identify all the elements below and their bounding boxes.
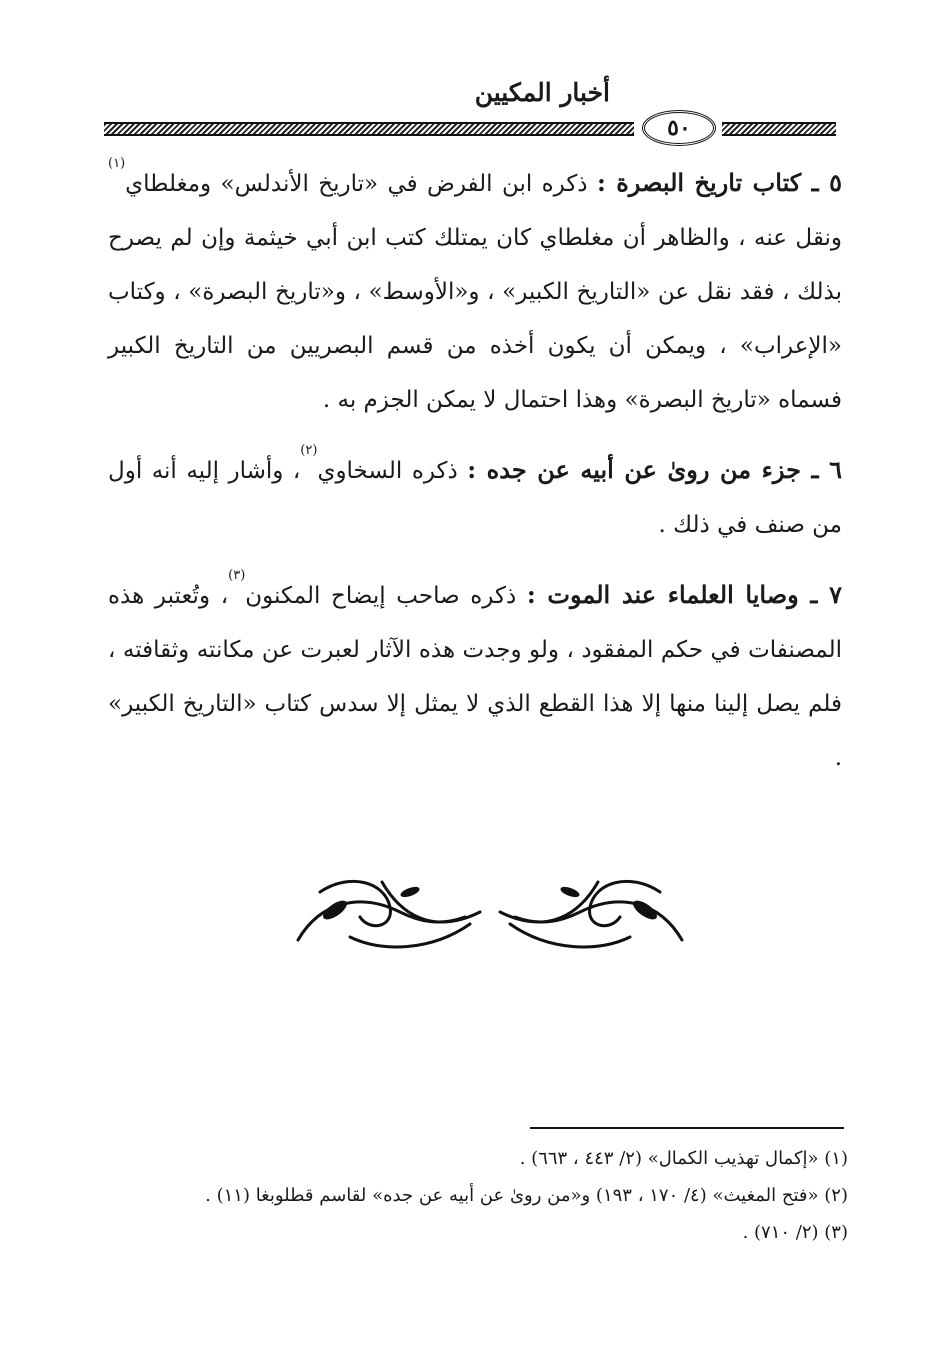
paragraph-text: ذكره صاحب إيضاح المكنون xyxy=(245,583,527,609)
floral-flourish-icon xyxy=(290,862,690,957)
footnote-divider xyxy=(530,1127,844,1129)
header-rule-right xyxy=(722,122,836,136)
footnote-ref: (٣) xyxy=(228,568,246,583)
main-text xyxy=(108,156,842,801)
paragraph-text: ذكره السخاوي xyxy=(317,458,468,484)
paragraph-text: ونقل عنه ، والظاهر أن مغلطاي كان يمتلك كتب ابن أبي خيثمة وإن لم يصرح بذلك ، فقد نقل عن «التاريخ الكبير» ، و«الأوسط» ، و«تاريخ البصرة» ، وكتاب «الإعراب» ، ويمكن أن يكون أخذه من قسم البصريين من التاريخ الكبير فسماه «تاريخ البصرة» وهذا احتمال لا يمكن الجزم به . xyxy=(108,225,842,413)
paragraph-text: ، وتُعتبر هذه المصنفات في حكم المفقود ، ولو وجدت هذه الآثار لعبرت عن مكانته وثقافته ، فلم يصل إلينا منها إلا هذا القطع الذي لا يمثل إلا سدس كتاب «التاريخ الكبير» . xyxy=(108,583,842,771)
paragraph-item-7 xyxy=(108,568,842,785)
page-header xyxy=(0,0,940,160)
footnotes xyxy=(108,1140,848,1251)
footnote-ref: (١) xyxy=(108,156,126,171)
paragraph-item-6 xyxy=(108,443,842,552)
paragraph-title: ٧ ـ وصايا العلماء عند الموت : xyxy=(526,580,842,609)
header-rule-left xyxy=(104,122,634,136)
page-number: ٥٠ xyxy=(642,110,716,146)
footnote-item: (٢) «فتح المغيث» (٤/ ١٧٠ ، ١٩٣) و«من روىٰ عن أبيه عن جده» لقاسم قطلوبغا (١١) . xyxy=(205,1185,848,1206)
paragraph-title: ٥ ـ كتاب تاريخ البصرة : xyxy=(596,168,842,197)
paragraph-text: ، وأشار إليه أنه أول من صنف في ذلك . xyxy=(108,458,842,538)
running-title: أخبار المكيين xyxy=(474,78,610,107)
paragraph-item-5 xyxy=(108,156,842,427)
paragraph-text: ذكره ابن الفرض في «تاريخ الأندلس» ومغلطاي xyxy=(125,171,597,197)
paragraph-title: ٦ ـ جزء من روىٰ عن أبيه عن جده : xyxy=(467,455,842,484)
footnote-item: (٣) (٢/ ٧١٠) . xyxy=(742,1222,848,1243)
footnote-item: (١) «إكمال تهذيب الكمال» (٢/ ٤٤٣ ، ٦٦٣) . xyxy=(519,1148,848,1169)
footnote-ref: (٢) xyxy=(300,443,318,458)
